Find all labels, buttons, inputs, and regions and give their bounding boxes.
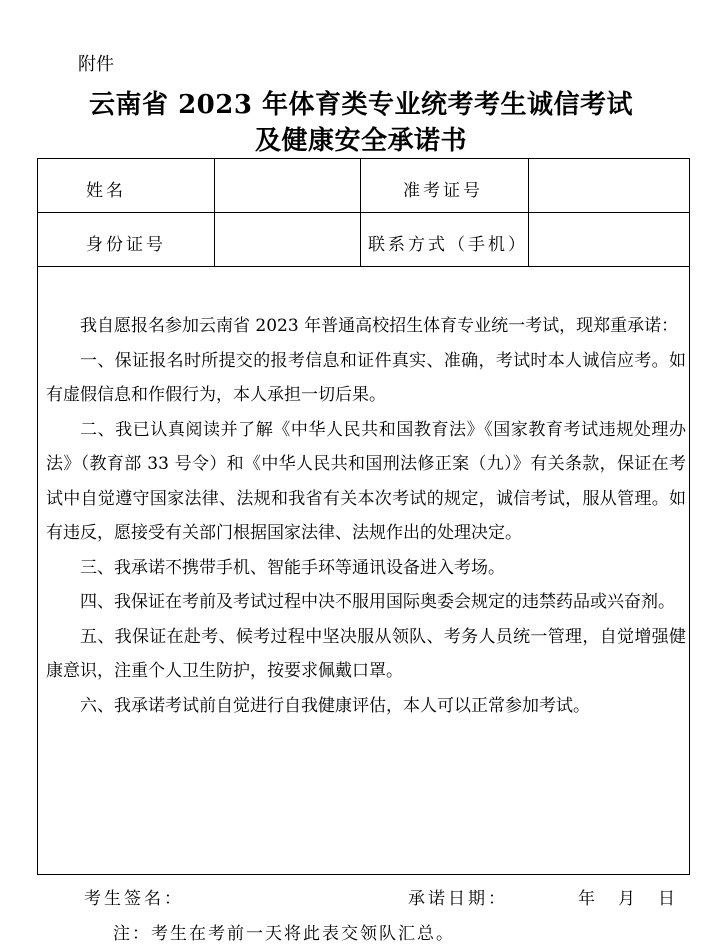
form-row-divider [38,212,689,213]
contact-label: 联系方式（手机） [368,235,528,255]
commitment-paragraph: 五、我保证在赴考、候考过程中坚决服从领队、考务人员统一管理，自觉增强健康意识，注重个人卫生防护，按要求佩戴口罩。 [46,626,686,681]
commitment-paragraph: 三、我承诺不携带手机、智能手环等通讯设备进入考场。 [80,557,505,578]
exam-number-label: 准考证号 [403,181,483,201]
commitment-paragraph: 我自愿报名参加云南省 2023 年普通高校招生体育专业统一考试，现郑重承诺： [80,316,679,336]
page-subtitle: 及健康安全承诺书 [254,126,467,156]
commitment-text [46,309,686,723]
form-col-divider [214,159,215,266]
form-col-divider [360,159,361,266]
day-label: 日 [658,889,678,909]
footer-note: 注：考生在考前一天将此表交领队汇总。 [113,924,455,944]
commitment-paragraph: 四、我保证在考前及考试过程中决不服用国际奥委会规定的违禁药品或兴奋剂。 [80,592,675,612]
commitment-form [37,158,690,875]
form-row-divider [38,266,689,267]
signature-label: 考生签名： [84,889,184,909]
id-number-label: 身份证号 [86,235,166,255]
name-label: 姓名 [86,181,126,201]
form-col-divider [528,159,529,266]
page-title: 云南省 2023 年体育类专业统考考生诚信考试 [89,90,633,120]
commitment-paragraph: 六、我承诺考试前自觉进行自我健康评估，本人可以正常参加考试。 [80,695,590,716]
month-label: 月 [618,889,638,909]
attachment-label: 附件 [78,54,114,75]
date-label: 承诺日期： [408,889,508,909]
commitment-paragraph: 一、保证报名时所提交的报考信息和证件真实、准确，考试时本人诚信应考。如有虚假信息和作假行为，本人承担一切后果。 [46,350,686,405]
year-label: 年 [578,889,598,909]
commitment-paragraph: 二、我已认真阅读并了解《中华人民共和国教育法》《国家教育考试违规处理办法》（教育部 33 号令）和《中华人民共和国刑法修正案（九）》有关条款，保证在考试中自觉遵守国家法律、法规和我省有关本次考试的规定，诚信考试，服从管理。如有违反，愿接受有关部门根据国家法律、法规作出的处理决定。 [46,419,686,543]
